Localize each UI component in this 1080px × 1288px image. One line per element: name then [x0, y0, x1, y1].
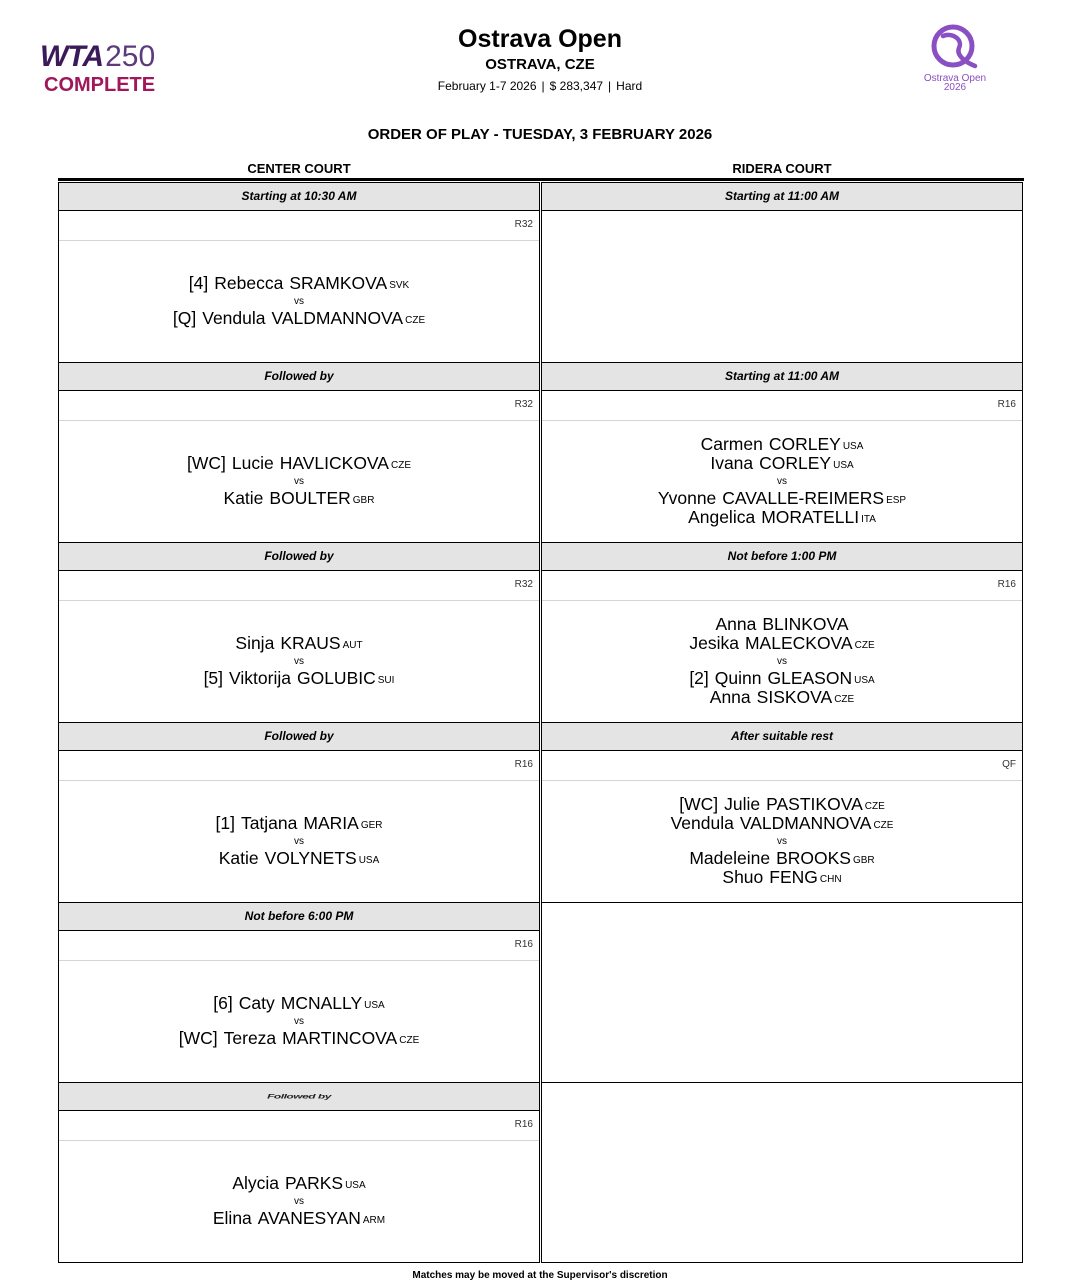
wta-logo-word: WTA: [40, 40, 104, 73]
player-entry: [189, 274, 409, 294]
match-slot: [58, 542, 540, 723]
player-first-name: Shuo: [722, 867, 764, 887]
round-label: R32: [514, 579, 533, 590]
player-last-name: MARIA: [303, 813, 359, 833]
ostrava-open-logo: [905, 22, 1005, 100]
match-block: [59, 781, 539, 901]
player-last-name: CORLEY: [759, 453, 832, 473]
player-country: AUT: [342, 640, 363, 651]
slot-time-label: Not before 6:00 PM: [244, 909, 354, 923]
player-last-name: HAVLICKOVA: [279, 453, 389, 473]
player-country: CZE: [864, 800, 885, 812]
ostrava-swirl-icon: [929, 22, 981, 74]
footer-note: Matches may be moved at the Supervisor's discretion: [412, 1270, 668, 1281]
player-last-name: AVANESYAN: [257, 1207, 361, 1228]
match-slot: [541, 182, 1023, 363]
player-entry: [173, 309, 425, 329]
round-row: [59, 211, 539, 241]
match-slot: [541, 722, 1023, 903]
player-country: USA: [345, 1180, 366, 1191]
player-seed: [1]: [215, 813, 235, 833]
player-entry: [179, 1029, 419, 1049]
player-first-name: Tereza: [223, 1027, 277, 1048]
slot-time: [59, 183, 539, 211]
player-entry: [679, 795, 885, 815]
player-seed: [5]: [203, 667, 224, 688]
player-seed: [Q]: [172, 307, 197, 328]
round-label: R16: [997, 399, 1016, 410]
player-last-name: BOULTER: [269, 487, 351, 508]
wta-logo-tier: 250: [105, 40, 156, 73]
player-first-name: Julie: [724, 793, 761, 814]
round-row: [542, 751, 1022, 781]
player-last-name: MALECKOVA: [744, 633, 853, 653]
player-first-name: Vendula: [670, 813, 734, 833]
round-label: R16: [514, 939, 533, 950]
player-country: USA: [833, 460, 854, 471]
player-entry: [688, 508, 876, 528]
player-first-name: Anna: [715, 613, 757, 634]
player-country: CHN: [819, 874, 842, 885]
player-first-name: Sinja: [235, 633, 275, 653]
player-entry: [235, 634, 362, 654]
versus-label: vs: [294, 655, 304, 667]
player-first-name: Anna: [709, 687, 751, 707]
player-first-name: Vendula: [202, 307, 266, 328]
player-last-name: MARTINCOVA: [282, 1027, 398, 1048]
player-first-name: Tatjana: [240, 813, 298, 833]
player-first-name: Caty: [238, 993, 275, 1013]
player-first-name: Ivana: [710, 453, 754, 473]
player-first-name: Angelica: [688, 507, 756, 527]
player-country: CZE: [854, 640, 875, 651]
player-seed: [WC]: [679, 793, 719, 814]
round-label: R16: [997, 579, 1016, 590]
player-entry: [671, 814, 894, 834]
player-seed: [WC]: [178, 1027, 218, 1048]
round-row: [59, 391, 539, 421]
round-row: [59, 751, 539, 781]
player-first-name: Rebecca: [214, 273, 284, 293]
slot-time: [542, 183, 1022, 211]
player-country: CZE: [399, 1034, 420, 1046]
player-entry: [701, 435, 864, 455]
player-entry: [689, 849, 874, 869]
event-logo-line1: Ostrava Open: [923, 73, 987, 84]
player-country: USA: [364, 1000, 385, 1011]
player-entry: [689, 634, 874, 654]
player-last-name: GLEASON: [767, 667, 853, 688]
player-last-name: BLINKOVA: [762, 613, 849, 634]
slot-time: [542, 723, 1022, 751]
round-row: [59, 1111, 539, 1141]
player-country: CZE: [834, 694, 855, 705]
player-country: GER: [360, 820, 383, 831]
player-last-name: PASTIKOVA: [766, 793, 863, 814]
player-country: USA: [842, 440, 864, 452]
player-entry: [187, 454, 411, 474]
player-entry: [213, 1209, 385, 1229]
match-block: [59, 601, 539, 721]
slot-time: [542, 543, 1022, 571]
player-first-name: Jesika: [689, 633, 739, 653]
player-entry: [219, 849, 380, 869]
player-entry: [213, 994, 384, 1014]
player-country: ITA: [861, 514, 876, 525]
match-block: [542, 421, 1022, 541]
match-block: [59, 961, 539, 1081]
player-last-name: KRAUS: [280, 633, 341, 653]
player-country: SUI: [377, 674, 395, 686]
player-entry: [658, 489, 906, 509]
player-last-name: VALDMANNOVA: [271, 307, 404, 328]
player-last-name: SRAMKOVA: [289, 273, 388, 293]
event-logo-line2: 2026: [943, 82, 967, 93]
court-header-center: CENTER COURT: [247, 161, 351, 176]
player-last-name: VALDMANNOVA: [739, 813, 872, 833]
player-last-name: BROOKS: [776, 847, 851, 868]
player-first-name: Lucie: [231, 453, 274, 473]
player-first-name: Yvonne: [657, 487, 717, 508]
round-label: R16: [514, 759, 533, 770]
slot-time: [59, 543, 539, 571]
player-country: GBR: [852, 854, 875, 866]
player-country: ESP: [886, 494, 907, 506]
slot-time-label: After suitable rest: [730, 729, 834, 743]
tournament-dates: February 1-7 2026: [437, 79, 537, 93]
round-row: [542, 571, 1022, 601]
match-slot: [58, 182, 540, 363]
tournament-info: February 1-7 2026 | $ 283,347 | Hard: [437, 79, 643, 93]
player-first-name: Viktorija: [229, 667, 291, 688]
player-seed: [2]: [689, 667, 709, 688]
player-seed: [4]: [188, 273, 209, 293]
slot-time: [59, 723, 539, 751]
player-first-name: Alycia: [232, 1173, 280, 1193]
versus-label: vs: [294, 1015, 304, 1027]
match-block: [59, 241, 539, 361]
player-country: CZE: [405, 314, 426, 326]
court-header-ridera: RIDERA COURT: [732, 161, 832, 176]
player-entry: [710, 454, 853, 474]
player-country: SVK: [389, 280, 410, 291]
player-first-name: Katie: [223, 487, 264, 508]
player-country: CZE: [390, 460, 411, 471]
player-first-name: Quinn: [714, 667, 762, 688]
order-of-play-title: ORDER OF PLAY - TUESDAY, 3 FEBRUARY 2026: [367, 126, 713, 143]
match-slot: [541, 542, 1023, 723]
player-entry: [722, 868, 841, 888]
round-label: R32: [514, 399, 533, 410]
slot-time-label: Followed by: [264, 729, 334, 743]
empty-slot: [541, 1082, 1023, 1263]
header-divider: [58, 178, 1024, 181]
tournament-location: OSTRAVA, CZE: [485, 56, 595, 73]
slot-time-label: Starting at 10:30 AM: [241, 189, 357, 203]
versus-label: vs: [294, 1195, 304, 1207]
player-first-name: Elina: [212, 1207, 252, 1228]
tournament-header: [290, 24, 790, 95]
match-slot: [541, 362, 1023, 543]
slot-time-label: Followed by: [264, 369, 334, 383]
player-seed: [6]: [213, 993, 233, 1013]
player-entry: [224, 489, 375, 509]
player-last-name: PARKS: [285, 1173, 344, 1193]
tournament-prize: $ 283,347: [549, 79, 604, 93]
slot-time-label: Followed by: [267, 1092, 331, 1101]
tournament-surface: Hard: [616, 79, 643, 93]
player-seed: [WC]: [187, 453, 226, 473]
player-entry: [715, 615, 848, 635]
slot-time-label: Starting at 11:00 AM: [724, 369, 840, 383]
player-country: USA: [854, 674, 875, 686]
slot-time-label: Not before 1:00 PM: [727, 549, 837, 563]
player-entry: [232, 1174, 365, 1194]
player-country: USA: [358, 854, 380, 866]
round-label: R16: [514, 1119, 533, 1130]
round-label: R32: [514, 219, 533, 230]
player-first-name: Carmen: [700, 433, 763, 454]
player-entry: [215, 814, 382, 834]
empty-slot: [541, 902, 1023, 1083]
player-entry: [204, 669, 395, 689]
player-country: GBR: [352, 494, 375, 506]
match-block: [542, 781, 1022, 901]
player-last-name: MORATELLI: [761, 507, 860, 527]
player-entry: [710, 688, 854, 708]
wta-logo-sub: COMPLETE: [44, 74, 156, 96]
slot-time: [59, 903, 539, 931]
slot-time: [59, 363, 539, 391]
player-last-name: FENG: [769, 867, 818, 887]
versus-label: vs: [777, 655, 787, 667]
wta-250-logo: [40, 40, 170, 100]
tournament-name: Ostrava Open: [458, 25, 622, 53]
player-first-name: Madeleine: [689, 847, 771, 868]
slot-time-label: Starting at 11:00 AM: [724, 189, 840, 203]
player-last-name: MCNALLY: [280, 993, 363, 1013]
round-row: [542, 391, 1022, 421]
match-slot: [58, 362, 540, 543]
player-last-name: SISKOVA: [756, 687, 833, 707]
slot-time-label: Followed by: [264, 549, 334, 563]
match-block: [59, 1141, 539, 1261]
match-slot: [58, 902, 540, 1083]
match-block: [59, 421, 539, 541]
round-row: [59, 931, 539, 961]
match-slot: [58, 722, 540, 903]
round-label: QF: [1002, 759, 1016, 770]
slot-time: [59, 1083, 539, 1111]
versus-label: vs: [294, 835, 304, 847]
player-last-name: CORLEY: [768, 433, 841, 454]
versus-label: vs: [294, 475, 304, 487]
versus-label: vs: [777, 475, 787, 487]
match-block: [542, 601, 1022, 721]
player-country: CZE: [873, 820, 894, 831]
player-first-name: Katie: [218, 847, 259, 868]
player-country: ARM: [362, 1214, 386, 1226]
round-row: [59, 571, 539, 601]
slot-time: [542, 363, 1022, 391]
match-slot: [58, 1082, 540, 1263]
versus-label: vs: [777, 835, 787, 847]
player-last-name: VOLYNETS: [264, 847, 357, 868]
player-last-name: GOLUBIC: [296, 667, 376, 688]
versus-label: vs: [294, 295, 304, 307]
player-entry: [689, 669, 874, 689]
player-last-name: CAVALLE-REIMERS: [722, 487, 885, 508]
